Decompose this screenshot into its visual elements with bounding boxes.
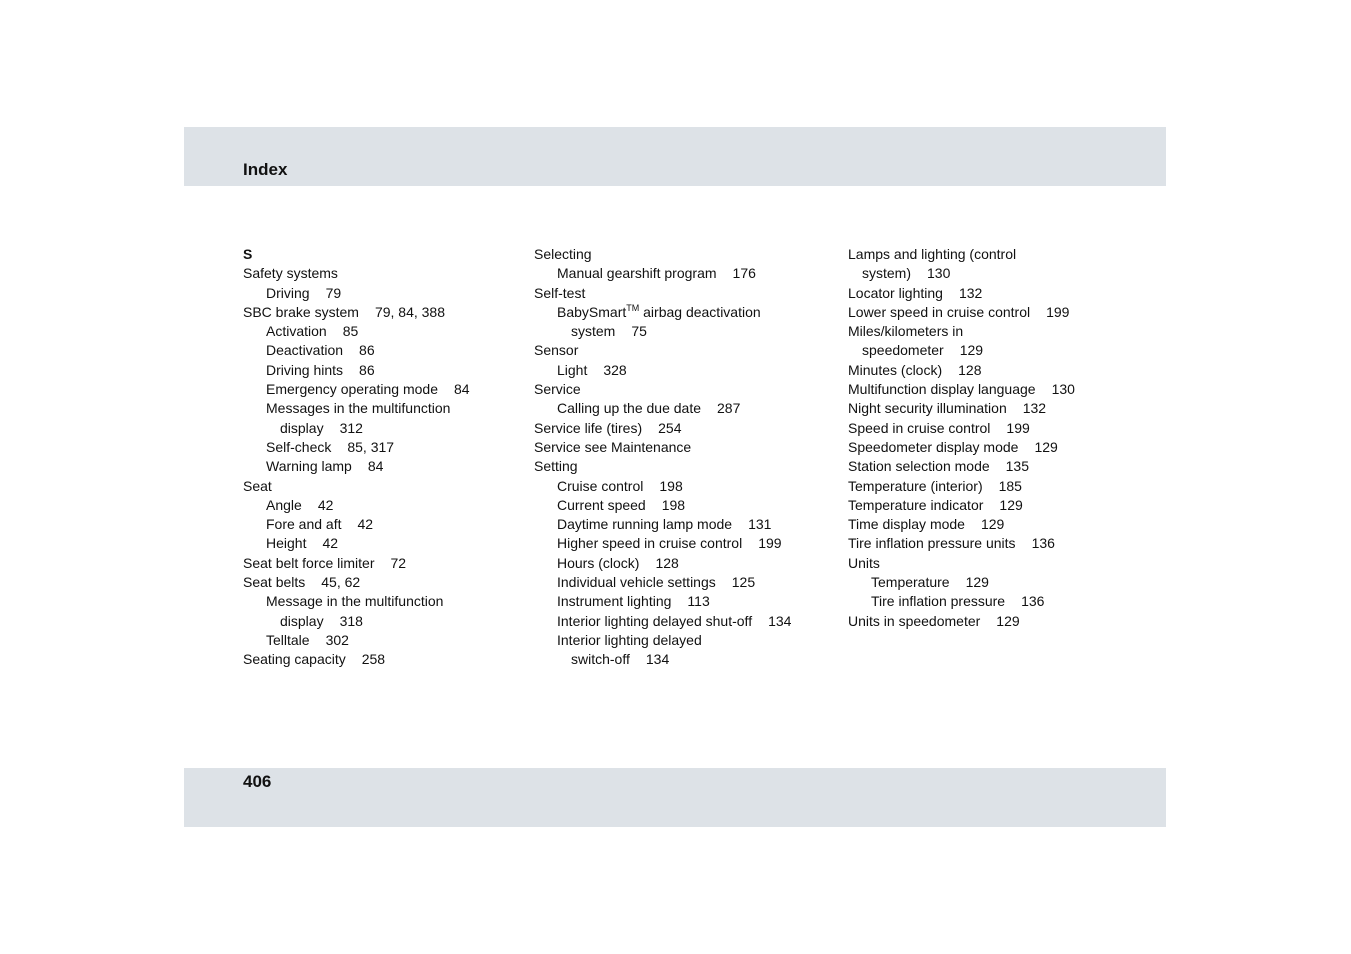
- index-entry: [534, 534, 834, 553]
- index-entry-page-ref[interactable]: 198: [661, 496, 686, 513]
- index-entry-page-ref[interactable]: 129: [996, 612, 1020, 629]
- index-entry-page-ref[interactable]: 287: [717, 400, 741, 417]
- index-entry-term: Self-test: [534, 284, 586, 301]
- index-entry-term: system): [862, 265, 911, 282]
- index-entry-page-ref[interactable]: 85, 317: [347, 438, 395, 455]
- index-entry-page-ref[interactable]: 130: [927, 265, 951, 282]
- index-entry: [534, 419, 834, 438]
- index-entry-page-ref[interactable]: 132: [1022, 400, 1047, 417]
- index-entry-page-ref[interactable]: 136: [1031, 535, 1055, 552]
- index-entry: [848, 341, 1148, 360]
- index-entry: [243, 303, 523, 322]
- index-entry-term: Emergency operating mode: [266, 381, 438, 398]
- index-entry-term: Service see Maintenance: [534, 438, 692, 455]
- index-entry-term: display: [280, 419, 324, 436]
- index-entry-term: Light: [557, 361, 588, 378]
- index-entry: [848, 457, 1148, 476]
- index-entry-term: Current speed: [557, 496, 646, 513]
- index-entry: [243, 477, 523, 496]
- index-entry-page-ref[interactable]: 42: [357, 516, 374, 533]
- index-entry-page-ref[interactable]: 75: [631, 323, 647, 340]
- index-entry: [243, 554, 523, 573]
- index-entry: [243, 341, 523, 360]
- index-entry: [848, 264, 1148, 283]
- index-entry-term-continued: airbag deactivation: [639, 303, 761, 320]
- index-entry: [243, 322, 523, 341]
- index-entry-page-ref[interactable]: 84: [367, 458, 384, 475]
- index-entry-term: Higher speed in cruise control: [557, 535, 743, 552]
- index-entry: [534, 303, 834, 322]
- index-column-3: [848, 245, 1148, 631]
- index-entry: [534, 515, 834, 534]
- index-entry-page-ref[interactable]: 84: [454, 381, 470, 398]
- index-entry: [848, 515, 1148, 534]
- index-entry-term: Locator lighting: [848, 284, 943, 301]
- index-entry: [534, 650, 834, 669]
- index-entry-term: Telltale: [266, 631, 310, 648]
- index-entry: [534, 457, 834, 476]
- index-entry-page-ref[interactable]: 129: [965, 574, 989, 591]
- index-entry-page-ref[interactable]: 258: [361, 651, 386, 668]
- index-entry: [534, 341, 834, 360]
- index-entry: [534, 554, 834, 573]
- index-entry: [243, 457, 523, 476]
- index-entry-term: Message in the multifunction: [266, 593, 444, 610]
- index-entry: [534, 284, 834, 303]
- index-entry-term: Miles/kilometers in: [848, 323, 964, 340]
- index-entry: [848, 361, 1148, 380]
- index-entry-term: Lamps and lighting (control: [848, 246, 1017, 262]
- index-entry-page-ref[interactable]: 131: [748, 516, 772, 533]
- index-entry: [534, 612, 834, 631]
- index-entry: [534, 592, 834, 611]
- index-entry-term: Temperature (interior): [848, 477, 983, 494]
- index-entry: [243, 612, 523, 631]
- index-entry: [848, 419, 1148, 438]
- index-entry-term: Service: [534, 381, 581, 398]
- index-entry: [848, 380, 1148, 399]
- index-entry-term: Seating capacity: [243, 651, 346, 668]
- index-entry-term: switch-off: [571, 651, 630, 668]
- index-entry-term: Speedometer display mode: [848, 438, 1019, 455]
- index-entry-term: system: [571, 323, 616, 340]
- index-entry-page-ref[interactable]: 328: [603, 361, 627, 378]
- footer-band: [184, 768, 1166, 827]
- trademark-superscript: TM: [626, 302, 640, 313]
- index-entry-term: Temperature: [871, 574, 950, 591]
- index-entry-term: Sensor: [534, 342, 579, 359]
- index-entry-page-ref[interactable]: 134: [645, 651, 670, 668]
- index-entry-term: Interior lighting delayed: [557, 631, 702, 648]
- index-entry: [243, 573, 523, 592]
- index-entry-term: Hours (clock): [557, 554, 640, 571]
- index-entry-term: Seat belt force limiter: [243, 554, 375, 571]
- index-entry: [243, 399, 523, 418]
- index-entry-page-ref[interactable]: 136: [1021, 593, 1045, 610]
- index-entry-page-ref[interactable]: 42: [317, 496, 334, 513]
- index-entry: [243, 534, 523, 553]
- index-entry-term: Seat belts: [243, 574, 306, 591]
- index-entry-page-ref[interactable]: 198: [659, 477, 683, 494]
- index-entry-term: Driving hints: [266, 361, 344, 378]
- index-entry-page-ref[interactable]: 129: [980, 516, 1005, 533]
- index-entry-term: Seat: [243, 477, 272, 494]
- index-entry-term: Speed in cruise control: [848, 419, 991, 436]
- index-entry-page-ref[interactable]: 128: [655, 554, 679, 571]
- index-entry-page-ref[interactable]: 86: [359, 342, 375, 359]
- index-entry: [243, 650, 523, 669]
- index-entry: [534, 399, 834, 418]
- index-entry-page-ref[interactable]: 113: [687, 593, 710, 610]
- index-entry-term: Manual gearshift program: [557, 265, 717, 282]
- index-entry-page-ref[interactable]: 129: [999, 496, 1023, 513]
- index-entry-term: Night security illumination: [848, 400, 1007, 417]
- index-entry: [848, 303, 1148, 322]
- index-entry-term: Height: [266, 535, 307, 552]
- index-entry-page-ref[interactable]: 134: [768, 612, 792, 629]
- index-entry-page-ref[interactable]: 254: [658, 419, 682, 436]
- index-entry-page-ref[interactable]: 185: [998, 477, 1022, 494]
- index-entry-page-ref[interactable]: 86: [359, 361, 375, 378]
- index-entry-term: Activation: [266, 323, 327, 340]
- index-column-1: [243, 245, 523, 670]
- index-entry: [848, 534, 1148, 553]
- page-title: Index: [243, 160, 288, 179]
- index-entry: [243, 592, 523, 611]
- index-entry: [243, 631, 523, 650]
- index-entry-page-ref[interactable]: 45, 62: [321, 574, 361, 591]
- index-entry-term: speedometer: [862, 342, 944, 359]
- index-entry: [534, 573, 834, 592]
- index-entry: [848, 399, 1148, 418]
- index-entry: [848, 573, 1148, 592]
- index-entry-term: Setting: [534, 458, 578, 475]
- index-entry-term: Selecting: [534, 246, 592, 262]
- index-entry-page-ref[interactable]: 312: [339, 419, 363, 436]
- index-entry: [534, 264, 834, 283]
- index-entry: [243, 380, 523, 399]
- index-entry-term: Station selection mode: [848, 458, 990, 475]
- index-entry: [534, 361, 834, 380]
- index-entry-term: Self-check: [266, 438, 332, 455]
- index-entry-page-ref[interactable]: 42: [322, 535, 339, 552]
- index-entry: [848, 592, 1148, 611]
- index-entry-term: Driving: [266, 284, 310, 301]
- index-entry-term: Minutes (clock): [848, 361, 943, 378]
- index-entry-page-ref[interactable]: 199: [1006, 419, 1030, 436]
- index-entry-term: Time display mode: [848, 516, 965, 533]
- index-entry-term: Individual vehicle settings: [557, 574, 716, 591]
- index-entry: [848, 438, 1148, 457]
- index-entry-page-ref[interactable]: 79, 84, 388: [374, 303, 445, 320]
- index-entry-term: Tire inflation pressure: [871, 593, 1006, 610]
- index-entry: [534, 496, 834, 515]
- index-entry: [243, 438, 523, 457]
- page-number: 406: [243, 772, 272, 791]
- index-entry: [534, 245, 834, 264]
- index-entry: [243, 515, 523, 534]
- index-letter-heading: [243, 245, 523, 264]
- index-entry-term: Safety systems: [243, 265, 338, 282]
- index-entry: [848, 245, 1148, 264]
- index-entry-page-ref[interactable]: 199: [758, 535, 782, 552]
- index-entry: [243, 284, 523, 303]
- index-entry: [534, 438, 834, 457]
- index-entry-page-ref[interactable]: 302: [325, 631, 349, 648]
- index-entry-page-ref[interactable]: 199: [1046, 303, 1070, 320]
- index-entry-page-ref[interactable]: 79: [325, 284, 342, 301]
- index-entry: [848, 284, 1148, 303]
- index-entry-term: Lower speed in cruise control: [848, 303, 1031, 320]
- index-entry: [243, 361, 523, 380]
- index-entry-page-ref[interactable]: 72: [390, 554, 407, 571]
- index-entry-term: SBC brake system: [243, 303, 359, 320]
- index-entry-page-ref[interactable]: 129: [1034, 438, 1058, 455]
- index-entry-term: Daytime running lamp mode: [557, 516, 733, 533]
- index-entry-term: Service life (tires): [534, 419, 643, 436]
- index-entry-term: Temperature indicator: [848, 496, 984, 513]
- index-entry-page-ref[interactable]: 85: [342, 323, 359, 340]
- index-entry: [848, 554, 1148, 573]
- index-entry-page-ref[interactable]: 135: [1005, 458, 1029, 475]
- index-entry-term: Deactivation: [266, 342, 344, 359]
- index-entry-term: Units in speedometer: [848, 612, 981, 629]
- index-entry: [534, 631, 834, 650]
- index-entry: [243, 419, 523, 438]
- header-band: [184, 127, 1166, 186]
- index-entry-page-ref[interactable]: 129: [959, 342, 984, 359]
- index-entry-page-ref[interactable]: 176: [732, 265, 756, 282]
- index-entry-term: display: [280, 612, 324, 629]
- index-entry-term: Calling up the due date: [557, 400, 701, 417]
- index-entry-page-ref[interactable]: 318: [339, 612, 363, 629]
- index-entry-term: Multifunction display language: [848, 381, 1036, 398]
- index-entry-page-ref[interactable]: 128: [958, 361, 982, 378]
- index-entry: [243, 496, 523, 515]
- index-entry: [848, 322, 1148, 341]
- index-entry-term: Cruise control: [557, 477, 644, 494]
- index-entry-term: Tire inflation pressure units: [848, 535, 1016, 552]
- index-entry-page-ref[interactable]: 130: [1051, 381, 1075, 398]
- index-entry-term: Warning lamp: [266, 458, 352, 475]
- index-entry: [243, 264, 523, 283]
- index-entry-term: Fore and aft: [266, 516, 342, 533]
- index-entry-term: Units: [848, 554, 880, 571]
- index-entry-page-ref[interactable]: 125: [731, 574, 756, 591]
- index-entry: [534, 380, 834, 399]
- index-entry-page-ref[interactable]: 132: [958, 284, 983, 301]
- index-entry: [848, 612, 1148, 631]
- index-entry: [534, 477, 834, 496]
- index-column-2: [534, 245, 834, 670]
- index-entry-term: Interior lighting delayed shut-off: [557, 612, 753, 629]
- index-entry-term: Angle: [266, 496, 302, 513]
- index-entry: [848, 496, 1148, 515]
- index-entry: [848, 477, 1148, 496]
- index-entry-term: Messages in the multifunction: [266, 400, 451, 417]
- index-entry-term: Instrument lighting: [557, 593, 672, 610]
- index-entry: [534, 322, 834, 341]
- index-entry-term: S: [243, 246, 253, 262]
- index-entry-term: BabySmart: [557, 303, 627, 320]
